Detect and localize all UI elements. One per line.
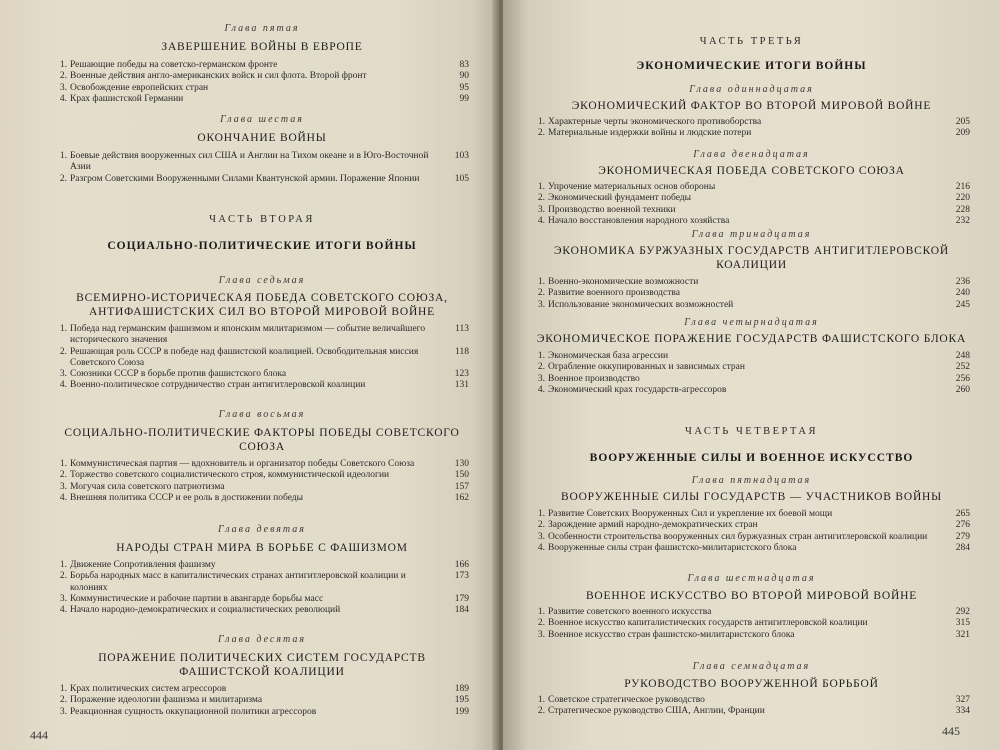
chapter-items <box>533 695 970 718</box>
chapter-title: ВОЕННОЕ ИСКУССТВО ВО ВТОРОЙ МИРОВОЙ ВОЙНЕ <box>585 590 918 602</box>
chapter-items <box>533 182 970 227</box>
toc-entry: 2. Зарождение армий народно-демократических стран 276 <box>537 520 970 531</box>
chapter-label: Глава пятая <box>224 23 300 34</box>
toc-entry: 2. Торжество советского социалистического строя, коммунистической идеологии 150 <box>59 470 469 481</box>
chapter-14 <box>533 316 970 396</box>
part-label: ЧАСТЬ ВТОРАЯ <box>209 214 315 225</box>
part-title: ВООРУЖЕННЫЕ СИЛЫ И ВОЕННОЕ ИСКУССТВО <box>589 452 914 464</box>
toc-entry: 3. Могучая сила советского патриотизма 157 <box>59 481 469 492</box>
chapter-items <box>55 459 469 504</box>
chapter-label: Глава пятнадцатая <box>691 475 812 486</box>
chapter-items <box>55 684 469 718</box>
toc-entry: 4. Внешняя политика СССР и ее роль в достижении победы 162 <box>59 492 469 503</box>
part-label: ЧАСТЬ ЧЕТВЕРТАЯ <box>685 426 818 437</box>
chapter-items <box>55 560 469 616</box>
chapter-17 <box>533 660 970 718</box>
toc-entry: 3. Использование экономических возможностей 245 <box>537 299 970 310</box>
chapter-10 <box>55 633 469 718</box>
toc-entry: 1. Коммунистическая партия — вдохновитель и организатор победы Советского Союза 130 <box>59 459 469 469</box>
toc-entry: 2. Поражение идеологии фашизма и милитаризма 195 <box>59 695 469 706</box>
chapter-label: Глава четырнадцатая <box>684 317 819 328</box>
part-label: ЧАСТЬ ТРЕТЬЯ <box>699 36 804 47</box>
chapter-label: Глава шестнадцатая <box>687 573 816 584</box>
chapter-title: ВООРУЖЕННЫЕ СИЛЫ ГОСУДАРСТВ — УЧАСТНИКОВ ВОЙНЫ <box>561 491 942 503</box>
toc-entry: 4. Военно-политическое сотрудничество стран антигитлеровской коалиции 131 <box>59 380 469 391</box>
chapter-items <box>533 351 970 396</box>
part-2-heading <box>55 213 469 254</box>
left-page <box>0 0 497 750</box>
chapter-7 <box>55 274 469 392</box>
toc-entry: 1. Развитие советского военного искусства 292 <box>537 607 970 617</box>
chapter-title: ЭКОНОМИЧЕСКИЙ ФАКТОР ВО ВТОРОЙ МИРОВОЙ ВОЙНЕ <box>571 100 932 112</box>
chapter-items <box>55 60 469 105</box>
chapter-items <box>533 509 970 554</box>
page-number: 444 <box>30 728 48 742</box>
toc-entry: 2. Экономический фундамент победы 220 <box>537 193 970 204</box>
toc-entry: 4. Вооруженные силы стран фашистско-милитаристского блока 284 <box>537 542 970 553</box>
chapter-13 <box>533 228 970 311</box>
chapter-title: СОЦИАЛЬНО-ПОЛИТИЧЕСКИЕ ФАКТОРЫ ПОБЕДЫ СОВЕТСКОГО СОЮЗА <box>64 427 460 453</box>
toc-entry: 2. Решающая роль СССР в победе над фашистской коалицией. Освободительная миссия Советского Союза 118 <box>59 346 469 368</box>
toc-entry: 3. Особенности строительства вооруженных сил буржуазных стран антигитлеровской коалиции 279 <box>537 531 970 542</box>
chapter-label: Глава девятая <box>218 524 306 535</box>
toc-entry: 1. Советское стратегическое руководство 327 <box>537 695 970 705</box>
chapter-title: ЗАВЕРШЕНИЕ ВОЙНЫ В ЕВРОПЕ <box>161 41 363 53</box>
toc-entry: 2. Военные действия англо-американских войск и сил флота. Второй фронт 90 <box>59 71 469 82</box>
chapter-label: Глава двенадцатая <box>693 149 810 160</box>
toc-entry: 2. Стратегическое руководство США, Англии, Франции 334 <box>537 706 970 717</box>
part-4-heading <box>533 425 970 466</box>
chapter-label: Глава седьмая <box>218 275 306 286</box>
toc-entry: 3. Коммунистические и рабочие партии в авангарде борьбы масс 179 <box>59 593 469 604</box>
toc-entry: 3. Военное производство 256 <box>537 373 970 384</box>
chapter-label: Глава семнадцатая <box>692 661 811 672</box>
chapter-5 <box>55 22 469 105</box>
part-title: ЭКОНОМИЧЕСКИЕ ИТОГИ ВОЙНЫ <box>636 60 867 72</box>
toc-entry: 2. Развитие военного производства 240 <box>537 288 970 299</box>
chapter-title: ПОРАЖЕНИЕ ПОЛИТИЧЕСКИХ СИСТЕМ ГОСУДАРСТВ ФАШИСТСКОЙ КОАЛИЦИИ <box>98 652 426 678</box>
toc-entry: 2. Разгром Советскими Вооруженными Силами Квантунской армии. Поражение Японии 105 <box>59 173 469 184</box>
chapter-title: НАРОДЫ СТРАН МИРА В БОРЬБЕ С ФАШИЗМОМ <box>116 542 408 554</box>
page-number: 445 <box>942 724 960 738</box>
toc-entry: 1. Победа над германским фашизмом и японским милитаризмом — событие величайшего исторического значения 113 <box>59 324 469 346</box>
chapter-label: Глава шестая <box>220 114 304 125</box>
chapter-6 <box>55 113 469 185</box>
toc-entry: 2. Военное искусство капиталистических государств антигитлеровской коалиции 315 <box>537 618 970 629</box>
part-title: СОЦИАЛЬНО-ПОЛИТИЧЕСКИЕ ИТОГИ ВОЙНЫ <box>107 240 417 252</box>
toc-entry: 4. Начало восстановления народного хозяйства 232 <box>537 215 970 226</box>
chapter-title: ВСЕМИРНО-ИСТОРИЧЕСКАЯ ПОБЕДА СОВЕТСКОГО СОЮЗА, АНТИФАШИСТСКИХ СИЛ ВО ВТОРОЙ МИРОВОЙ ВОЙНЕ <box>76 292 448 318</box>
toc-entry: 3. Военное искусство стран фашистско-милитаристского блока 321 <box>537 629 970 640</box>
chapter-title: ЭКОНОМИЧЕСКОЕ ПОРАЖЕНИЕ ГОСУДАРСТВ ФАШИСТСКОГО БЛОКА <box>536 333 967 345</box>
toc-entry: 1. Решающие победы на советско-германском фронте 83 <box>59 60 469 70</box>
chapter-15 <box>533 474 970 554</box>
chapter-label: Глава восьмая <box>218 409 306 420</box>
toc-entry: 2. Ограбление оккупированных и зависимых стран 252 <box>537 362 970 373</box>
toc-entry: 1. Боевые действия вооруженных сил США и Англии на Тихом океане и в Юго-Восточной Азии 103 <box>59 151 469 173</box>
toc-entry: 1. Характерные черты экономического противоборства 205 <box>537 117 970 127</box>
chapter-items <box>533 277 970 311</box>
toc-entry: 4. Крах фашистской Германии 99 <box>59 93 469 104</box>
part-3-heading <box>533 35 970 74</box>
chapter-label: Глава одиннадцатая <box>689 84 814 95</box>
toc-entry: 2. Борьба народных масс в капиталистических странах антигитлеровской коалиции и колониях 173 <box>59 571 469 593</box>
toc-entry: 3. Реакционная сущность оккупационной политики агрессоров 199 <box>59 706 469 717</box>
toc-entry: 1. Экономическая база агрессии 248 <box>537 351 970 361</box>
chapter-title: ОКОНЧАНИЕ ВОЙНЫ <box>197 132 327 144</box>
chapter-12 <box>533 148 970 227</box>
toc-entry: 3. Освобождение европейских стран 95 <box>59 82 469 93</box>
chapter-items <box>55 151 469 185</box>
toc-entry: 1. Упрочение материальных основ обороны 216 <box>537 182 970 192</box>
chapter-label: Глава тринадцатая <box>691 229 812 240</box>
chapter-11 <box>533 83 970 140</box>
chapter-title: ЭКОНОМИКА БУРЖУАЗНЫХ ГОСУДАРСТВ АНТИГИТЛЕРОВСКОЙ КОАЛИЦИИ <box>554 245 949 271</box>
chapter-8 <box>55 408 469 504</box>
toc-entry: 4. Экономический крах государств-агрессоров 260 <box>537 384 970 395</box>
chapter-items <box>533 607 970 641</box>
chapter-title: РУКОВОДСТВО ВООРУЖЕННОЙ БОРЬБОЙ <box>624 678 879 690</box>
chapter-title: ЭКОНОМИЧЕСКАЯ ПОБЕДА СОВЕТСКОГО СОЮЗА <box>598 165 905 177</box>
chapter-16 <box>533 572 970 641</box>
chapter-label: Глава десятая <box>218 634 306 645</box>
toc-entry: 1. Движение Сопротивления фашизму 166 <box>59 560 469 570</box>
toc-entry: 1. Крах политических систем агрессоров 189 <box>59 684 469 694</box>
toc-entry: 4. Начало народно-демократических и социалистических революций 184 <box>59 605 469 616</box>
toc-entry: 1. Развитие Советских Вооруженных Сил и укрепление их боевой мощи 265 <box>537 509 970 519</box>
toc-entry: 3. Союзники СССР в борьбе против фашистского блока 123 <box>59 369 469 380</box>
toc-entry: 3. Производство военной техники 228 <box>537 204 970 215</box>
right-page <box>503 0 1000 750</box>
chapter-9 <box>55 523 469 616</box>
toc-entry: 2. Материальные издержки войны и людские потери 209 <box>537 128 970 139</box>
chapter-items <box>55 324 469 392</box>
chapter-items <box>533 117 970 140</box>
toc-entry: 1. Военно-экономические возможности 236 <box>537 277 970 287</box>
